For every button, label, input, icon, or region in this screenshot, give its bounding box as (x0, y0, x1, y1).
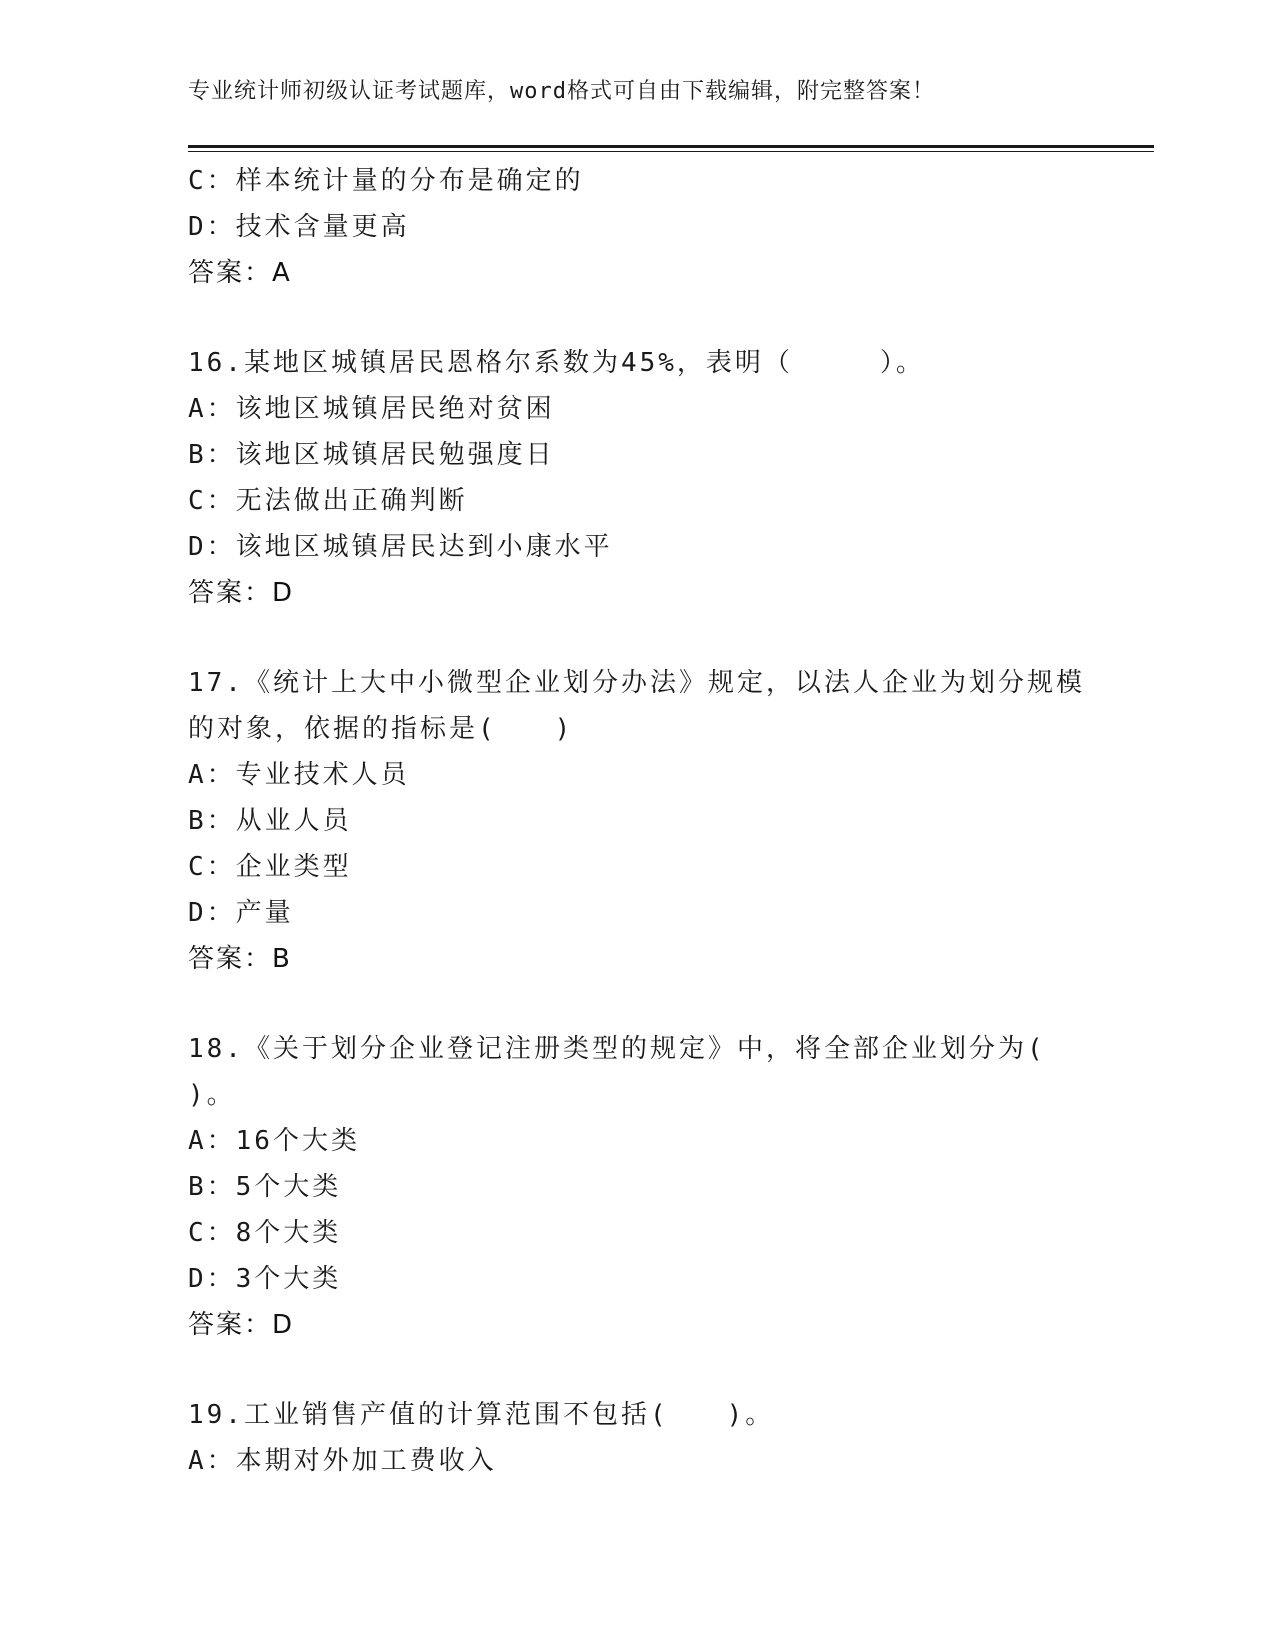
page-header: 专业统计师初级认证考试题库，word格式可自由下载编辑，附完整答案！ (188, 79, 935, 104)
option-d: D：该地区城镇居民达到小康水平 (188, 532, 613, 562)
option-a: A：16个大类 (188, 1126, 360, 1156)
question-15-continued (188, 158, 1108, 296)
option-a: A：本期对外加工费收入 (188, 1446, 497, 1476)
option-c: C：样本统计量的分布是确定的 (188, 166, 584, 196)
answer-label: 答案：D (188, 578, 295, 608)
option-b: B：该地区城镇居民勉强度日 (188, 440, 555, 470)
option-a: A：该地区城镇居民绝对贫困 (188, 394, 555, 424)
option-c: C：无法做出正确判断 (188, 486, 468, 516)
question-text: 17.《统计上大中小微型企业划分办法》规定，以法人企业为划分规模 (188, 668, 1085, 698)
question-16 (188, 340, 1108, 616)
answer-label: 答案：A (188, 258, 292, 288)
question-17 (188, 660, 1108, 982)
answer-label: 答案：D (188, 1310, 295, 1340)
answer-label: 答案：B (188, 944, 292, 974)
question-text-cont: )。 (188, 1080, 236, 1110)
question-text: 19.工业销售产值的计算范围不包括( )。 (188, 1400, 775, 1430)
option-b: B：5个大类 (188, 1172, 342, 1202)
question-text: 18.《关于划分企业登记注册类型的规定》中，将全部企业划分为( (188, 1034, 1046, 1064)
option-c: C：企业类型 (188, 852, 352, 882)
option-d: D：技术含量更高 (188, 212, 410, 242)
header-rule-thick (188, 145, 1154, 148)
option-d: D：3个大类 (188, 1264, 342, 1294)
option-c: C：8个大类 (188, 1218, 342, 1248)
question-19 (188, 1392, 1108, 1484)
option-a: A：专业技术人员 (188, 760, 410, 790)
question-text-cont: 的对象，依据的指标是( ) (188, 714, 574, 744)
option-d: D：产量 (188, 898, 294, 928)
question-18 (188, 1026, 1108, 1348)
page-content (188, 158, 1108, 1484)
header-rule-thin (188, 151, 1154, 152)
option-b: B：从业人员 (188, 806, 352, 836)
question-text: 16.某地区城镇居民恩格尔系数为45%，表明（ ）。 (188, 348, 925, 378)
